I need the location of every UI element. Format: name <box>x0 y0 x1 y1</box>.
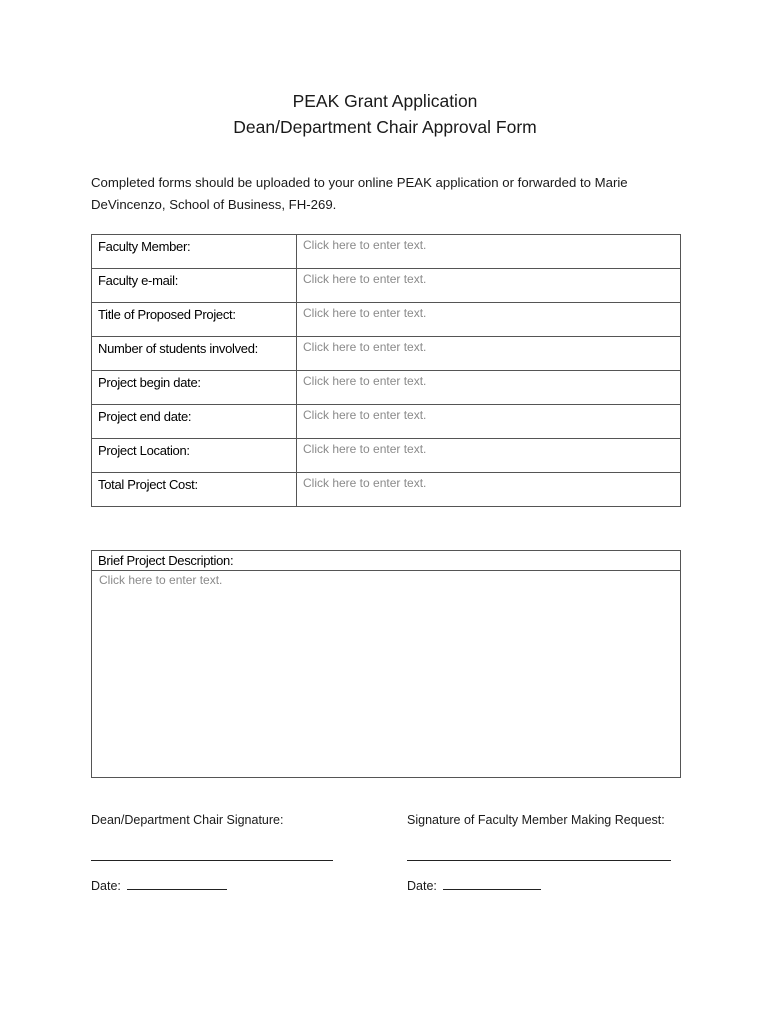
label-colon: : <box>232 307 236 322</box>
field-placeholder: Click here to enter text. <box>303 442 427 456</box>
field-label-cell <box>92 337 297 371</box>
table-row <box>92 405 681 439</box>
project-description-box <box>91 550 681 778</box>
form-title <box>0 88 770 140</box>
begin-date-field[interactable] <box>297 371 681 405</box>
end-date-field[interactable] <box>297 405 681 439</box>
field-label-cell <box>92 405 297 439</box>
field-placeholder: Click here to enter text. <box>303 272 427 286</box>
begin-date-label: Project begin date <box>98 375 198 390</box>
faculty-member-label: Faculty Member <box>98 239 187 254</box>
field-placeholder: Click here to enter text. <box>303 306 427 320</box>
field-placeholder: Click here to enter text. <box>99 573 223 587</box>
label-colon: : <box>174 273 179 288</box>
description-header <box>92 551 680 571</box>
label-colon: : <box>187 409 192 424</box>
description-label: Brief Project Description <box>98 553 230 568</box>
field-placeholder: Click here to enter text. <box>303 476 427 490</box>
dean-signature-line[interactable] <box>91 860 333 861</box>
end-date-label: Project end date <box>98 409 188 424</box>
field-label-cell <box>92 473 297 507</box>
faculty-email-label: Faculty e-mail <box>98 273 175 288</box>
faculty-date-line[interactable] <box>443 889 541 890</box>
field-label-cell <box>92 235 297 269</box>
field-placeholder: Click here to enter text. <box>303 238 427 252</box>
table-row <box>92 439 681 473</box>
dean-date <box>91 879 227 893</box>
label-colon: : <box>229 553 234 568</box>
label-colon: : <box>186 443 190 458</box>
faculty-email-field[interactable] <box>297 269 681 303</box>
dean-date-line[interactable] <box>127 889 227 890</box>
table-row <box>92 371 681 405</box>
date-label: Date: <box>407 879 437 893</box>
field-label-cell <box>92 269 297 303</box>
table-row <box>92 303 681 337</box>
students-involved-label: Number of students involved <box>98 341 255 356</box>
instructions-text: Completed forms should be uploaded to your online PEAK application or forwarded to Marie DeVincenzo, School of Business, FH-269. <box>91 175 628 212</box>
project-location-label: Project Location <box>98 443 187 458</box>
project-description-field[interactable] <box>92 571 680 589</box>
title-line-2: Dean/Department Chair Approval Form <box>233 117 537 137</box>
table-row <box>92 473 681 507</box>
dean-signature-label: Dean/Department Chair Signature: <box>91 813 284 827</box>
title-line-1: PEAK Grant Application <box>292 91 478 111</box>
total-cost-label: Total Project Cost <box>98 477 195 492</box>
table-row <box>92 269 681 303</box>
label-colon: : <box>197 375 201 390</box>
field-placeholder: Click here to enter text. <box>303 374 427 388</box>
faculty-signature-line[interactable] <box>407 860 671 861</box>
total-cost-field[interactable] <box>297 473 681 507</box>
label-colon: : <box>187 239 191 254</box>
project-title-label: Title of Proposed Project <box>98 307 233 322</box>
label-colon: : <box>254 341 258 356</box>
date-label: Date: <box>91 879 121 893</box>
field-label-cell <box>92 439 297 473</box>
field-placeholder: Click here to enter text. <box>303 340 427 354</box>
table-row <box>92 337 681 371</box>
project-title-field[interactable] <box>297 303 681 337</box>
project-location-field[interactable] <box>297 439 681 473</box>
field-placeholder: Click here to enter text. <box>303 408 427 422</box>
label-colon: : <box>194 477 198 492</box>
field-label-cell <box>92 371 297 405</box>
table-row <box>92 235 681 269</box>
faculty-date <box>407 879 541 893</box>
project-info-table <box>91 234 681 507</box>
students-involved-field[interactable] <box>297 337 681 371</box>
field-label-cell <box>92 303 297 337</box>
faculty-signature-label: Signature of Faculty Member Making Request: <box>407 813 665 827</box>
faculty-member-field[interactable] <box>297 235 681 269</box>
